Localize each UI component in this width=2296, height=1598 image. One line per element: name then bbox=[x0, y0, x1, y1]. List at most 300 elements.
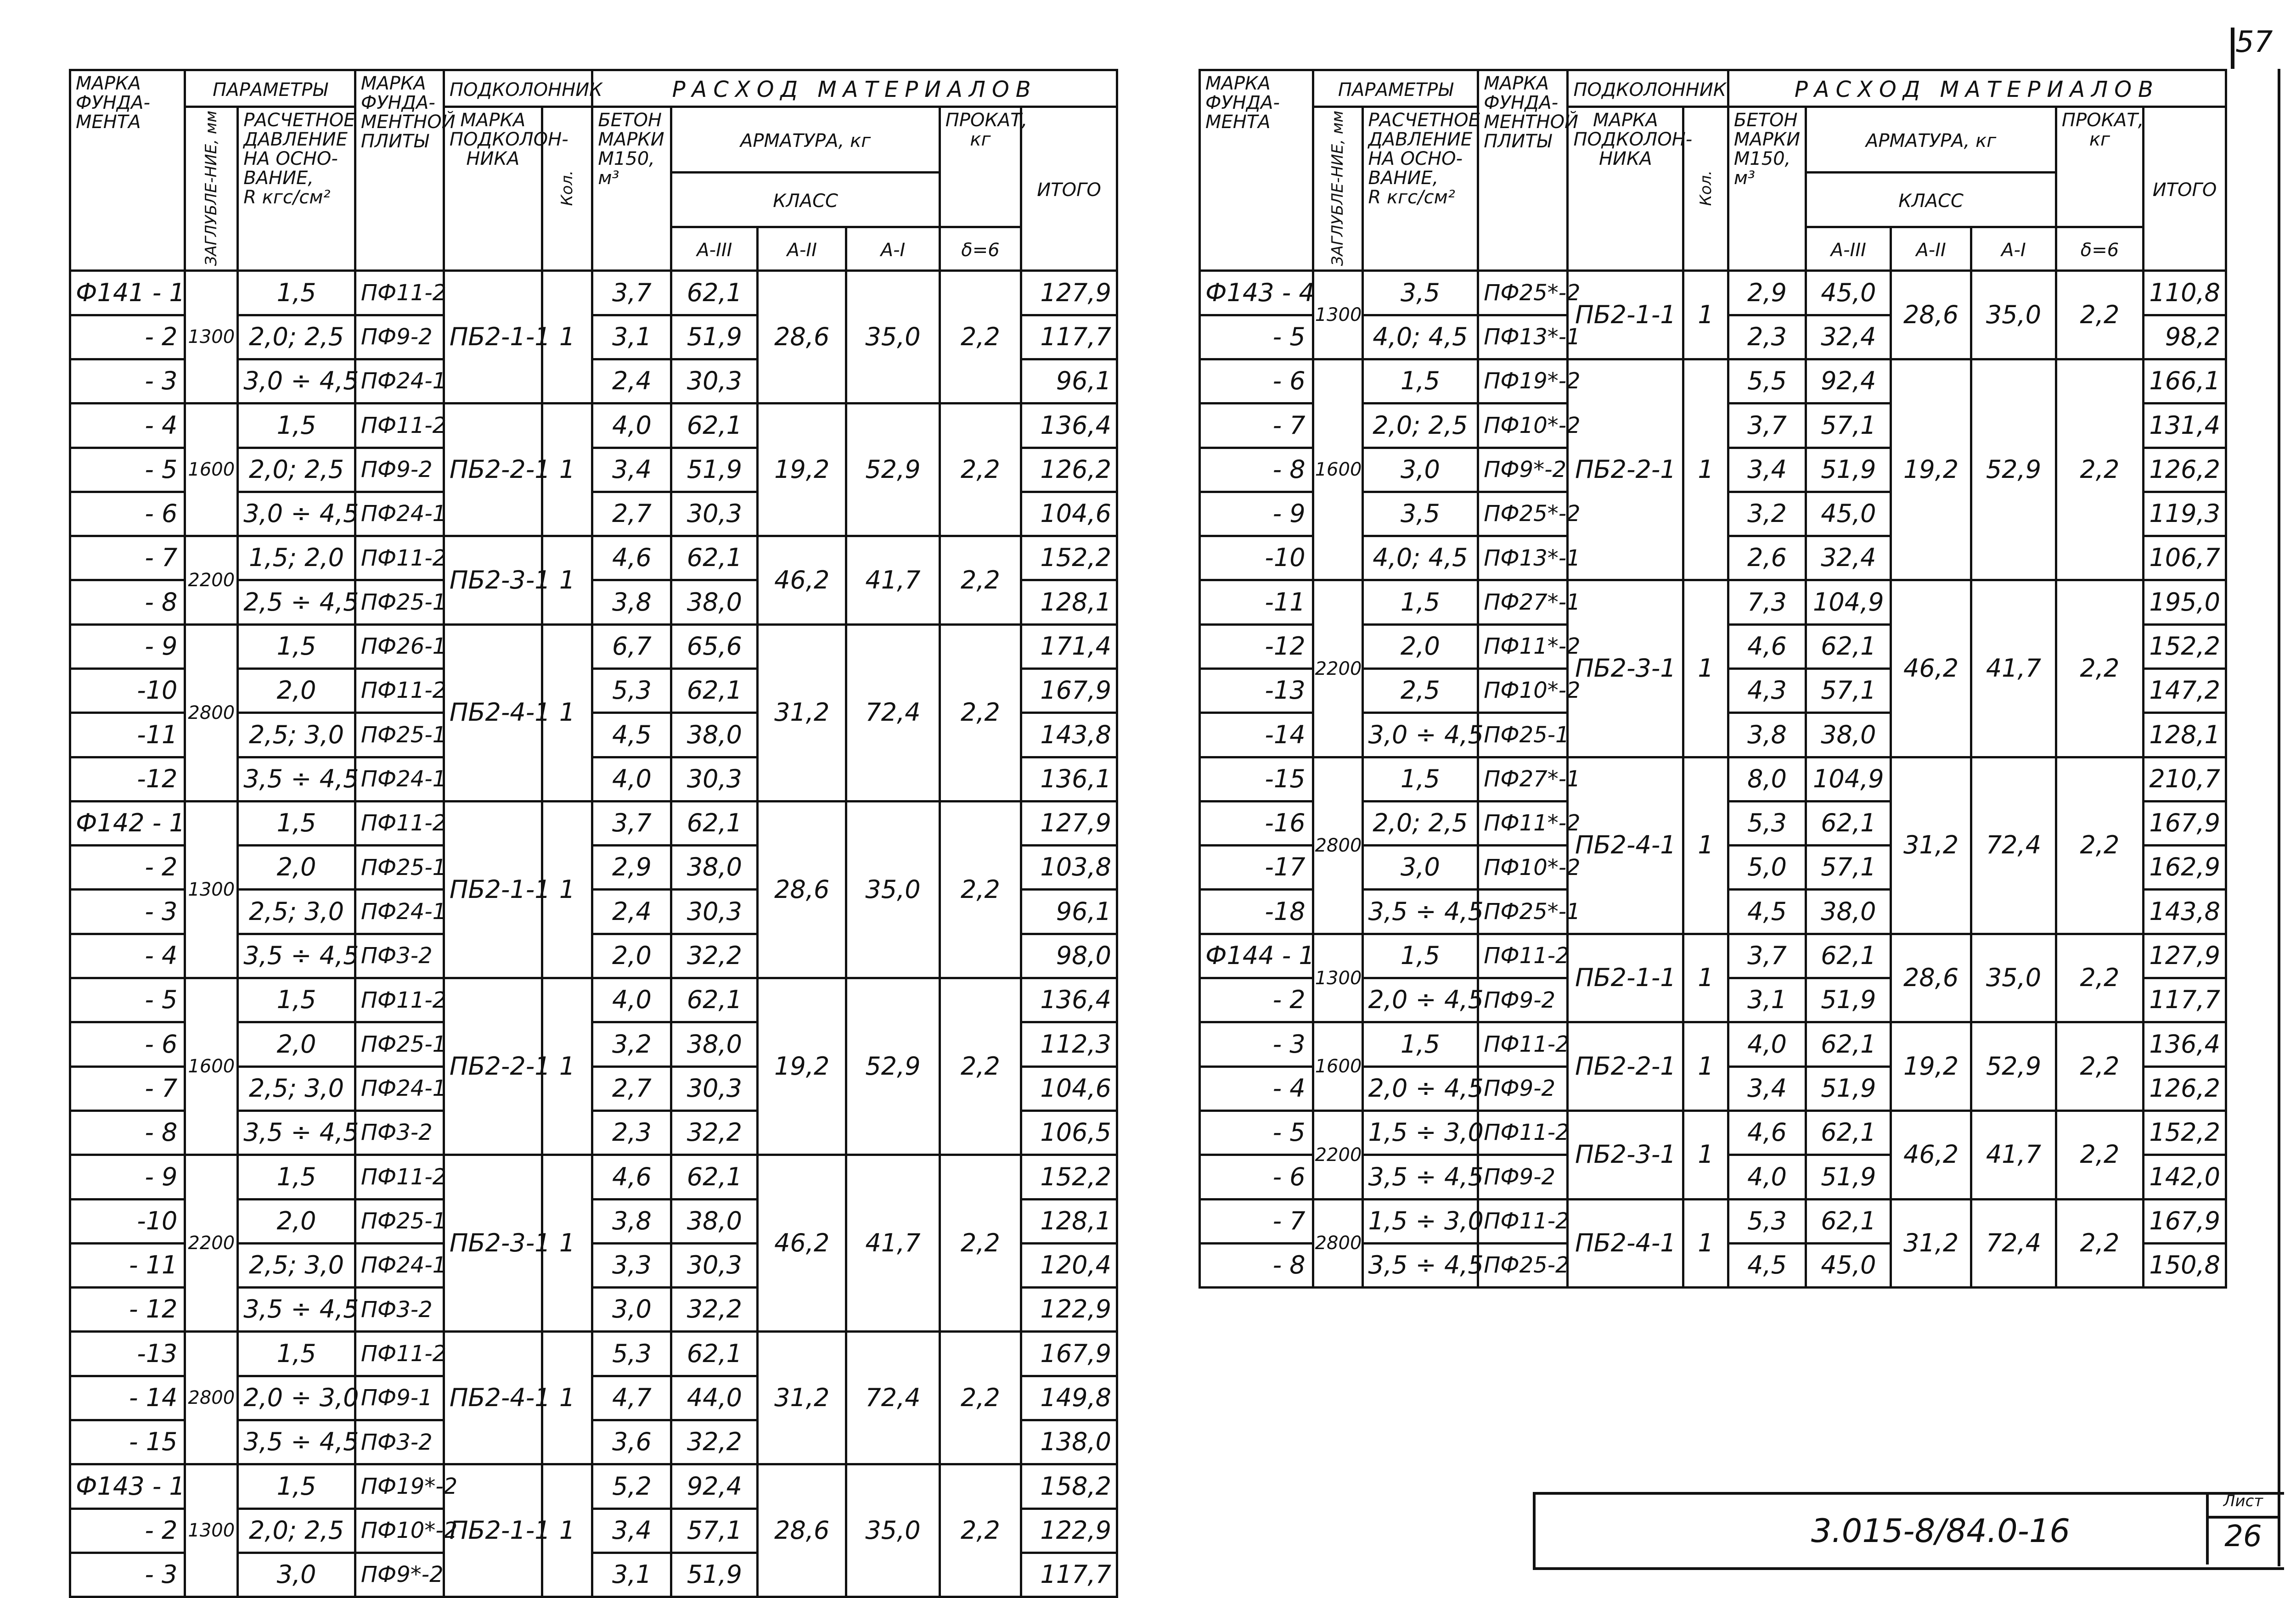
depth-cell: 2200 bbox=[1313, 580, 1362, 757]
submark-cell: ПБ2-2-1 bbox=[444, 978, 542, 1155]
mark-cell: - 3 bbox=[1200, 1022, 1313, 1066]
pressure-cell: 3,5 ÷ 4,5 bbox=[1362, 1155, 1478, 1199]
pressure-cell: 1,5 bbox=[1362, 580, 1478, 624]
a2-cell: 31,2 bbox=[1891, 757, 1971, 934]
mark-cell: - 3 bbox=[70, 890, 185, 934]
plate-cell: ПФ25*-2 bbox=[1478, 271, 1568, 315]
depth-cell: 1300 bbox=[1313, 934, 1362, 1022]
total-cell: 127,9 bbox=[1021, 271, 1117, 315]
table-row bbox=[70, 271, 1117, 315]
mark-cell: - 14 bbox=[70, 1376, 185, 1420]
total-cell: 117,7 bbox=[1021, 1553, 1117, 1597]
concrete-cell: 3,7 bbox=[1728, 934, 1806, 978]
plate-cell: ПФ11-2 bbox=[355, 404, 444, 448]
mark-cell: - 11 bbox=[70, 1243, 185, 1287]
table-row bbox=[70, 978, 1117, 1022]
a3-cell: 51,9 bbox=[671, 1553, 758, 1597]
header-pressure: РАСЧЕТНОЕ ДАВЛЕНИЕ НА ОСНО- ВАНИЕ, R кгс/см² bbox=[238, 107, 355, 271]
header-total: ИТОГО bbox=[1021, 107, 1117, 271]
plate-cell: ПФ27*-1 bbox=[1478, 580, 1568, 624]
header-class: КЛАСС bbox=[1806, 172, 2056, 227]
concrete-cell: 3,2 bbox=[1728, 492, 1806, 536]
pressure-cell: 1,5 ÷ 3,0 bbox=[1362, 1199, 1478, 1243]
mark-cell: - 5 bbox=[1200, 1110, 1313, 1155]
concrete-cell: 4,0 bbox=[592, 757, 671, 801]
qty-cell: 1 bbox=[1683, 359, 1728, 580]
concrete-cell: 7,3 bbox=[1728, 580, 1806, 624]
qty-cell: 1 bbox=[542, 978, 592, 1155]
plate-cell: ПФ24-1 bbox=[355, 890, 444, 934]
concrete-cell: 3,8 bbox=[592, 1199, 671, 1243]
depth-cell: 1300 bbox=[1313, 271, 1362, 359]
mark-cell: -11 bbox=[70, 713, 185, 757]
table-row bbox=[70, 404, 1117, 448]
table-row bbox=[1200, 1110, 2226, 1155]
total-cell: 106,5 bbox=[1021, 1110, 1117, 1155]
total-cell: 128,1 bbox=[1021, 1199, 1117, 1243]
depth-cell: 1600 bbox=[185, 404, 238, 536]
plate-cell: ПФ9-2 bbox=[1478, 1066, 1568, 1110]
mark-cell: -10 bbox=[1200, 536, 1313, 580]
total-cell: 149,8 bbox=[1021, 1376, 1117, 1420]
a2-cell: 46,2 bbox=[758, 1155, 846, 1332]
plate-cell: ПФ13*-1 bbox=[1478, 536, 1568, 580]
total-cell: 98,0 bbox=[1021, 934, 1117, 978]
rolled-cell: 2,2 bbox=[940, 978, 1021, 1155]
plate-cell: ПФ3-2 bbox=[355, 1420, 444, 1464]
mark-cell: -17 bbox=[1200, 846, 1313, 890]
a2-cell: 19,2 bbox=[758, 978, 846, 1155]
a2-cell: 19,2 bbox=[1891, 1022, 1971, 1111]
submark-cell: ПБ2-4-1 bbox=[444, 624, 542, 801]
total-cell: 152,2 bbox=[2144, 624, 2226, 668]
mark-cell: - 9 bbox=[1200, 492, 1313, 536]
a3-cell: 62,1 bbox=[671, 1155, 758, 1199]
header-qty: Кол. bbox=[1683, 107, 1728, 271]
total-cell: 162,9 bbox=[2144, 846, 2226, 890]
submark-cell: ПБ2-3-1 bbox=[1568, 580, 1683, 757]
a3-cell: 45,0 bbox=[1806, 492, 1891, 536]
plate-cell: ПФ11*-2 bbox=[1478, 801, 1568, 845]
header-submark: МАРКА ПОДКОЛОН- НИКА bbox=[1568, 107, 1683, 271]
plate-cell: ПФ11*-2 bbox=[1478, 624, 1568, 668]
pressure-cell: 2,5 bbox=[1362, 669, 1478, 713]
mark-cell: -16 bbox=[1200, 801, 1313, 845]
mark-cell: - 5 bbox=[70, 448, 185, 492]
qty-cell: 1 bbox=[1683, 1199, 1728, 1288]
qty-cell: 1 bbox=[542, 404, 592, 536]
concrete-cell: 3,4 bbox=[1728, 1066, 1806, 1110]
total-cell: 167,9 bbox=[1021, 669, 1117, 713]
a3-cell: 62,1 bbox=[671, 669, 758, 713]
header-qty: Кол. bbox=[542, 107, 592, 271]
pressure-cell: 1,5 bbox=[238, 978, 355, 1022]
plate-cell: ПФ9-2 bbox=[355, 448, 444, 492]
a3-cell: 45,0 bbox=[1806, 271, 1891, 315]
plate-cell: ПФ25-1 bbox=[355, 1199, 444, 1243]
header-concrete: БЕТОН МАРКИ М150, м³ bbox=[1728, 107, 1806, 271]
pressure-cell: 1,5 bbox=[1362, 359, 1478, 403]
rolled-cell: 2,2 bbox=[2056, 757, 2143, 934]
plate-cell: ПФ25-2 bbox=[1478, 1243, 1568, 1287]
pressure-cell: 1,5 bbox=[238, 404, 355, 448]
concrete-cell: 3,4 bbox=[592, 1508, 671, 1553]
header-plate: МАРКА ФУНДА- МЕНТНОЙ ПЛИТЫ bbox=[355, 70, 444, 271]
total-cell: 120,4 bbox=[1021, 1243, 1117, 1287]
concrete-cell: 2,7 bbox=[592, 492, 671, 536]
rolled-cell: 2,2 bbox=[940, 1332, 1021, 1464]
qty-cell: 1 bbox=[542, 271, 592, 404]
concrete-cell: 3,7 bbox=[592, 271, 671, 315]
rolled-cell: 2,2 bbox=[2056, 1110, 2143, 1199]
mark-cell: - 2 bbox=[70, 846, 185, 890]
table-row bbox=[70, 536, 1117, 580]
rolled-cell: 2,2 bbox=[2056, 1022, 2143, 1111]
total-cell: 136,4 bbox=[1021, 404, 1117, 448]
depth-cell: 1300 bbox=[185, 271, 238, 404]
sheet-box bbox=[2206, 1492, 2278, 1564]
concrete-cell: 5,3 bbox=[1728, 1199, 1806, 1243]
concrete-cell: 4,6 bbox=[1728, 624, 1806, 668]
total-cell: 143,8 bbox=[1021, 713, 1117, 757]
a1-cell: 72,4 bbox=[846, 624, 940, 801]
mark-cell: - 2 bbox=[70, 1508, 185, 1553]
pressure-cell: 1,5 bbox=[238, 624, 355, 668]
pressure-cell: 2,0 ÷ 3,0 bbox=[238, 1376, 355, 1420]
mark-cell: - 9 bbox=[70, 624, 185, 668]
frame-line bbox=[2278, 69, 2280, 1566]
header-consumption: РАСХОД МАТЕРИАЛОВ bbox=[592, 70, 1117, 107]
plate-cell: ПФ25*-2 bbox=[1478, 492, 1568, 536]
total-cell: 136,1 bbox=[1021, 757, 1117, 801]
rolled-cell: 2,2 bbox=[940, 801, 1021, 978]
plate-cell: ПФ24-1 bbox=[355, 1066, 444, 1110]
total-cell: 117,7 bbox=[1021, 315, 1117, 359]
concrete-cell: 4,0 bbox=[592, 404, 671, 448]
total-cell: 136,4 bbox=[1021, 978, 1117, 1022]
header-depth: ЗАГЛУБЛЕ-НИЕ, мм bbox=[1313, 107, 1362, 271]
total-cell: 103,8 bbox=[1021, 846, 1117, 890]
header-plate: МАРКА ФУНДА- МЕНТНОЙ ПЛИТЫ bbox=[1478, 70, 1568, 271]
total-cell: 171,4 bbox=[1021, 624, 1117, 668]
pressure-cell: 1,5 bbox=[238, 1332, 355, 1376]
pressure-cell: 3,0 ÷ 4,5 bbox=[238, 359, 355, 403]
header-submark: МАРКА ПОДКОЛОН- НИКА bbox=[444, 107, 542, 271]
mark-cell: -13 bbox=[1200, 669, 1313, 713]
concrete-cell: 4,0 bbox=[1728, 1022, 1806, 1066]
mark-cell: -15 bbox=[1200, 757, 1313, 801]
concrete-cell: 2,3 bbox=[592, 1110, 671, 1155]
submark-cell: ПБ2-3-1 bbox=[444, 1155, 542, 1332]
total-cell: 131,4 bbox=[2144, 404, 2226, 448]
plate-cell: ПФ25*-1 bbox=[1478, 890, 1568, 934]
plate-cell: ПФ11-2 bbox=[355, 1332, 444, 1376]
a1-cell: 35,0 bbox=[1971, 934, 2056, 1022]
plate-cell: ПФ10*-2 bbox=[1478, 846, 1568, 890]
pressure-cell: 3,0 bbox=[1362, 846, 1478, 890]
header-params: ПАРАМЕТРЫ bbox=[185, 70, 355, 107]
rolled-cell: 2,2 bbox=[940, 536, 1021, 625]
a1-cell: 41,7 bbox=[1971, 1110, 2056, 1199]
plate-cell: ПФ19*-2 bbox=[355, 1464, 444, 1508]
depth-cell: 2800 bbox=[185, 624, 238, 801]
mark-cell: - 7 bbox=[70, 536, 185, 580]
mark-cell: - 6 bbox=[70, 1022, 185, 1066]
total-cell: 138,0 bbox=[1021, 1420, 1117, 1464]
a3-cell: 51,9 bbox=[1806, 1066, 1891, 1110]
plate-cell: ПФ27*-1 bbox=[1478, 757, 1568, 801]
concrete-cell: 4,6 bbox=[592, 536, 671, 580]
submark-cell: ПБ2-3-1 bbox=[1568, 1110, 1683, 1199]
mark-cell: -14 bbox=[1200, 713, 1313, 757]
header-pressure: РАСЧЕТНОЕ ДАВЛЕНИЕ НА ОСНО- ВАНИЕ, R кгс/см² bbox=[1362, 107, 1478, 271]
pressure-cell: 1,5 bbox=[238, 801, 355, 845]
concrete-cell: 2,4 bbox=[592, 890, 671, 934]
qty-cell: 1 bbox=[542, 1464, 592, 1597]
total-cell: 122,9 bbox=[1021, 1288, 1117, 1332]
header-rolled: ПРОКАТ, кг bbox=[940, 107, 1021, 227]
total-cell: 112,3 bbox=[1021, 1022, 1117, 1066]
submark-cell: ПБ2-4-1 bbox=[1568, 1199, 1683, 1288]
mark-cell: - 4 bbox=[70, 934, 185, 978]
header-total: ИТОГО bbox=[2144, 107, 2226, 271]
pressure-cell: 2,0 bbox=[238, 846, 355, 890]
a2-cell: 46,2 bbox=[1891, 1110, 1971, 1199]
qty-cell: 1 bbox=[542, 536, 592, 625]
plate-cell: ПФ11-2 bbox=[1478, 1199, 1568, 1243]
header-mark: МАРКА ФУНДА- МЕНТА bbox=[70, 70, 185, 271]
pressure-cell: 2,0; 2,5 bbox=[1362, 404, 1478, 448]
plate-cell: ПФ26-1 bbox=[355, 624, 444, 668]
depth-cell: 2800 bbox=[1313, 757, 1362, 934]
a3-cell: 32,2 bbox=[671, 934, 758, 978]
depth-cell: 2200 bbox=[1313, 1110, 1362, 1199]
submark-cell: ПБ2-2-1 bbox=[444, 404, 542, 536]
a2-cell: 19,2 bbox=[1891, 359, 1971, 580]
total-cell: 117,7 bbox=[2144, 978, 2226, 1022]
total-cell: 110,8 bbox=[2144, 271, 2226, 315]
a3-cell: 38,0 bbox=[1806, 890, 1891, 934]
table-row bbox=[70, 1464, 1117, 1508]
pressure-cell: 1,5 bbox=[238, 1155, 355, 1199]
concrete-cell: 2,3 bbox=[1728, 315, 1806, 359]
header-a3: А-III bbox=[1806, 227, 1891, 271]
total-cell: 128,1 bbox=[1021, 580, 1117, 624]
a1-cell: 41,7 bbox=[846, 1155, 940, 1332]
mark-cell: - 9 bbox=[70, 1155, 185, 1199]
a3-cell: 62,1 bbox=[671, 536, 758, 580]
a2-cell: 46,2 bbox=[758, 536, 846, 625]
header-rebar: АРМАТУРА, кг bbox=[1806, 107, 2056, 173]
a3-cell: 44,0 bbox=[671, 1376, 758, 1420]
mark-cell: - 3 bbox=[70, 359, 185, 403]
left-materials-table bbox=[69, 69, 1118, 1598]
a3-cell: 62,1 bbox=[671, 271, 758, 315]
a3-cell: 32,2 bbox=[671, 1288, 758, 1332]
total-cell: 122,9 bbox=[1021, 1508, 1117, 1553]
mark-cell: - 7 bbox=[1200, 1199, 1313, 1243]
a3-cell: 30,3 bbox=[671, 1066, 758, 1110]
plate-cell: ПФ11-2 bbox=[355, 978, 444, 1022]
header-rolled: ПРОКАТ, кг bbox=[2056, 107, 2143, 227]
plate-cell: ПФ10*-2 bbox=[1478, 669, 1568, 713]
right-materials-table bbox=[1199, 69, 2227, 1289]
mark-cell: - 7 bbox=[70, 1066, 185, 1110]
submark-cell: ПБ2-1-1 bbox=[1568, 271, 1683, 359]
qty-cell: 1 bbox=[542, 801, 592, 978]
concrete-cell: 2,7 bbox=[592, 1066, 671, 1110]
a3-cell: 45,0 bbox=[1806, 1243, 1891, 1287]
header-a1: А-I bbox=[1971, 227, 2056, 271]
a2-cell: 28,6 bbox=[758, 801, 846, 978]
plate-cell: ПФ25-1 bbox=[355, 580, 444, 624]
depth-cell: 1600 bbox=[1313, 359, 1362, 580]
concrete-cell: 3,2 bbox=[592, 1022, 671, 1066]
header-params: ПАРАМЕТРЫ bbox=[1313, 70, 1478, 107]
pressure-cell: 4,0; 4,5 bbox=[1362, 536, 1478, 580]
plate-cell: ПФ11-2 bbox=[355, 536, 444, 580]
table-row bbox=[70, 1332, 1117, 1376]
a2-cell: 28,6 bbox=[758, 271, 846, 404]
pressure-cell: 1,5 bbox=[1362, 1022, 1478, 1066]
header-a2: А-II bbox=[758, 227, 846, 271]
a3-cell: 57,1 bbox=[1806, 404, 1891, 448]
a1-cell: 35,0 bbox=[1971, 271, 2056, 359]
plate-cell: ПФ9-1 bbox=[355, 1376, 444, 1420]
plate-cell: ПФ19*-2 bbox=[1478, 359, 1568, 403]
mark-cell: - 12 bbox=[70, 1288, 185, 1332]
concrete-cell: 3,1 bbox=[1728, 978, 1806, 1022]
concrete-cell: 3,7 bbox=[1728, 404, 1806, 448]
a3-cell: 57,1 bbox=[1806, 669, 1891, 713]
concrete-cell: 4,0 bbox=[592, 978, 671, 1022]
plate-cell: ПФ3-2 bbox=[355, 1288, 444, 1332]
rolled-cell: 2,2 bbox=[2056, 271, 2143, 359]
concrete-cell: 8,0 bbox=[1728, 757, 1806, 801]
pressure-cell: 3,5 ÷ 4,5 bbox=[238, 934, 355, 978]
header-consumption: РАСХОД МАТЕРИАЛОВ bbox=[1728, 70, 2226, 107]
a3-cell: 51,9 bbox=[671, 315, 758, 359]
pressure-cell: 3,0 ÷ 4,5 bbox=[1362, 713, 1478, 757]
mark-cell: - 8 bbox=[1200, 1243, 1313, 1287]
submark-cell: ПБ2-4-1 bbox=[1568, 757, 1683, 934]
pressure-cell: 3,5 bbox=[1362, 271, 1478, 315]
mark-cell: -10 bbox=[70, 669, 185, 713]
pressure-cell: 2,5; 3,0 bbox=[238, 713, 355, 757]
a2-cell: 19,2 bbox=[758, 404, 846, 536]
a1-cell: 35,0 bbox=[846, 1464, 940, 1597]
qty-cell: 1 bbox=[1683, 757, 1728, 934]
mark-cell: - 7 bbox=[1200, 404, 1313, 448]
pressure-cell: 1,5 ÷ 3,0 bbox=[1362, 1110, 1478, 1155]
rolled-cell: 2,2 bbox=[940, 404, 1021, 536]
plate-cell: ПФ25-1 bbox=[1478, 713, 1568, 757]
a3-cell: 62,1 bbox=[1806, 801, 1891, 845]
submark-cell: ПБ2-2-1 bbox=[1568, 1022, 1683, 1111]
total-cell: 119,3 bbox=[2144, 492, 2226, 536]
a3-cell: 30,3 bbox=[671, 359, 758, 403]
plate-cell: ПФ11-2 bbox=[355, 669, 444, 713]
total-cell: 147,2 bbox=[2144, 669, 2226, 713]
pressure-cell: 2,5; 3,0 bbox=[238, 890, 355, 934]
a3-cell: 62,1 bbox=[1806, 1199, 1891, 1243]
mark-cell: - 2 bbox=[1200, 978, 1313, 1022]
a3-cell: 57,1 bbox=[1806, 846, 1891, 890]
plate-cell: ПФ9*-2 bbox=[355, 1553, 444, 1597]
plate-cell: ПФ13*-1 bbox=[1478, 315, 1568, 359]
plate-cell: ПФ10*-2 bbox=[355, 1508, 444, 1553]
a1-cell: 72,4 bbox=[1971, 1199, 2056, 1288]
mark-cell: - 6 bbox=[1200, 359, 1313, 403]
a1-cell: 72,4 bbox=[1971, 757, 2056, 934]
a3-cell: 38,0 bbox=[1806, 713, 1891, 757]
pressure-cell: 2,0; 2,5 bbox=[238, 315, 355, 359]
a3-cell: 38,0 bbox=[671, 580, 758, 624]
a3-cell: 38,0 bbox=[671, 846, 758, 890]
total-cell: 152,2 bbox=[1021, 536, 1117, 580]
concrete-cell: 3,3 bbox=[592, 1243, 671, 1287]
plate-cell: ПФ25-1 bbox=[355, 1022, 444, 1066]
a2-cell: 31,2 bbox=[758, 1332, 846, 1464]
a3-cell: 38,0 bbox=[671, 1199, 758, 1243]
header-depth: ЗАГЛУБЛЕ-НИЕ, мм bbox=[185, 107, 238, 271]
depth-cell: 2800 bbox=[185, 1332, 238, 1464]
submark-cell: ПБ2-1-1 bbox=[1568, 934, 1683, 1022]
mark-cell: - 6 bbox=[70, 492, 185, 536]
header-sub: ПОДКОЛОННИК bbox=[444, 70, 592, 107]
mark-cell: - 15 bbox=[70, 1420, 185, 1464]
pressure-cell: 2,0 ÷ 4,5 bbox=[1362, 978, 1478, 1022]
sheet-label: Лист bbox=[2209, 1492, 2278, 1519]
depth-cell: 1600 bbox=[185, 978, 238, 1155]
total-cell: 195,0 bbox=[2144, 580, 2226, 624]
mark-cell: - 5 bbox=[70, 978, 185, 1022]
concrete-cell: 4,5 bbox=[1728, 890, 1806, 934]
a2-cell: 31,2 bbox=[1891, 1199, 1971, 1288]
header-rolled-thickness: δ=6 bbox=[940, 227, 1021, 271]
mark-cell: -12 bbox=[70, 757, 185, 801]
concrete-cell: 4,0 bbox=[1728, 1155, 1806, 1199]
mark-cell: - 8 bbox=[70, 580, 185, 624]
total-cell: 126,2 bbox=[2144, 448, 2226, 492]
a3-cell: 30,3 bbox=[671, 890, 758, 934]
page-number-mark bbox=[2231, 28, 2234, 69]
a2-cell: 28,6 bbox=[1891, 271, 1971, 359]
qty-cell: 1 bbox=[542, 624, 592, 801]
total-cell: 128,1 bbox=[2144, 713, 2226, 757]
mark-cell: - 8 bbox=[70, 1110, 185, 1155]
concrete-cell: 4,3 bbox=[1728, 669, 1806, 713]
a3-cell: 38,0 bbox=[671, 713, 758, 757]
plate-cell: ПФ11-2 bbox=[1478, 1022, 1568, 1066]
table-row bbox=[1200, 934, 2226, 978]
concrete-cell: 3,0 bbox=[592, 1288, 671, 1332]
plate-cell: ПФ24-1 bbox=[355, 1243, 444, 1287]
a3-cell: 62,1 bbox=[1806, 1022, 1891, 1066]
pressure-cell: 2,0; 2,5 bbox=[238, 1508, 355, 1553]
plate-cell: ПФ11-2 bbox=[1478, 934, 1568, 978]
a3-cell: 30,3 bbox=[671, 1243, 758, 1287]
pressure-cell: 3,5 ÷ 4,5 bbox=[238, 1288, 355, 1332]
concrete-cell: 4,6 bbox=[592, 1155, 671, 1199]
total-cell: 142,0 bbox=[2144, 1155, 2226, 1199]
a3-cell: 51,9 bbox=[1806, 978, 1891, 1022]
rolled-cell: 2,2 bbox=[940, 1464, 1021, 1597]
a1-cell: 52,9 bbox=[1971, 1022, 2056, 1111]
a3-cell: 62,1 bbox=[1806, 934, 1891, 978]
pressure-cell: 1,5; 2,0 bbox=[238, 536, 355, 580]
plate-cell: ПФ24-1 bbox=[355, 359, 444, 403]
